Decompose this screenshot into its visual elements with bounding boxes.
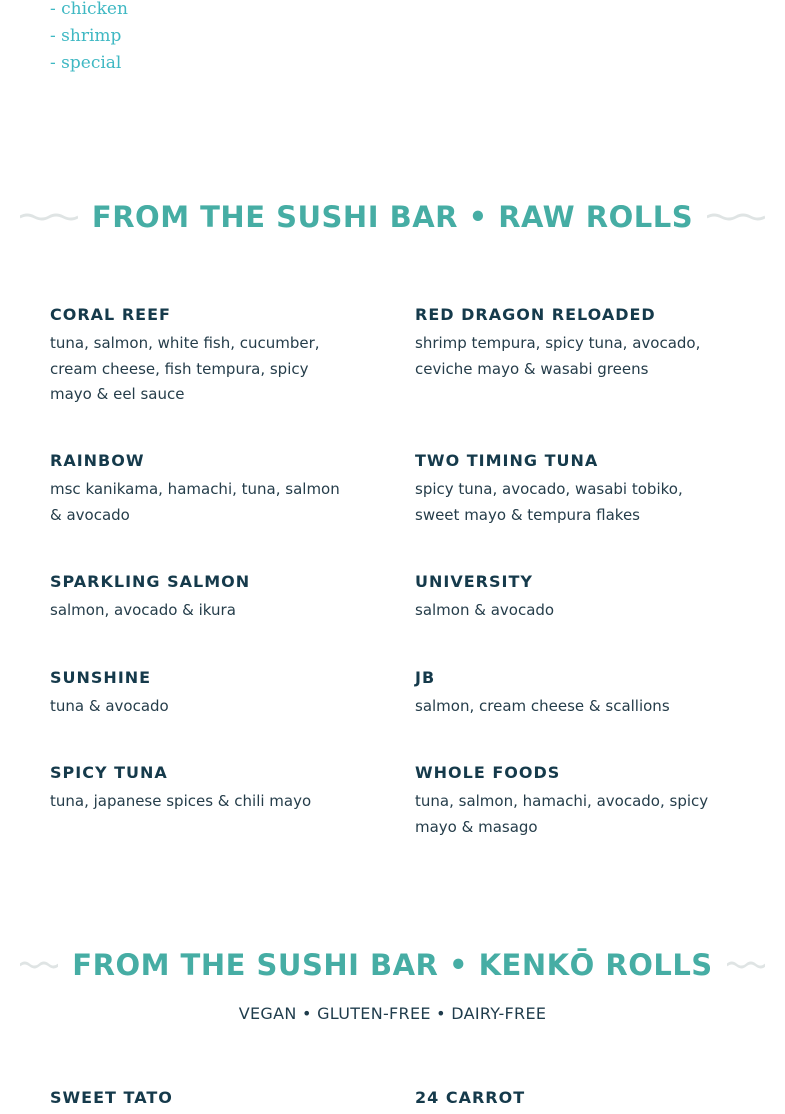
section-title: FROM THE SUSHI BAR • KENKŌ ROLLS <box>72 948 713 982</box>
menu-item-university <box>415 572 720 624</box>
raw-rolls-heading <box>20 200 765 234</box>
menu-item-whole-foods <box>415 763 720 840</box>
menu-item-sunshine <box>50 668 355 720</box>
item-description: salmon, cream cheese & scallions <box>415 697 670 715</box>
dietary-subtitle: VEGAN • GLUTEN-FREE • DAIRY-FREE <box>238 1004 547 1023</box>
option-item: - chicken <box>50 0 128 19</box>
item-description: tuna, salmon, hamachi, avocado, spicy mayo & masago <box>415 792 709 836</box>
item-name: RED DRAGON RELOADED <box>415 305 656 324</box>
item-name: SPICY TUNA <box>50 763 168 782</box>
menu-item-rainbow <box>50 451 355 528</box>
squiggle-divider-right <box>727 959 765 971</box>
item-name: WHOLE FOODS <box>415 763 561 782</box>
item-name: JB <box>415 668 436 687</box>
item-name: SWEET TATO <box>50 1088 173 1107</box>
squiggle-divider-left <box>20 211 78 223</box>
option-item: - shrimp <box>50 26 122 46</box>
menu-item-two-timing-tuna <box>415 451 720 528</box>
item-description: salmon & avocado <box>415 601 555 619</box>
menu-item-24-carrot <box>415 1088 720 1114</box>
item-description: salmon, avocado & ikura <box>50 601 236 619</box>
menu-item-red-dragon-reloaded <box>415 305 720 382</box>
item-name: SUNSHINE <box>50 668 152 687</box>
item-name: TWO TIMING TUNA <box>415 451 599 470</box>
item-name: SPARKLING SALMON <box>50 572 251 591</box>
item-description: tuna & avocado <box>50 697 169 715</box>
kenko-rolls-heading <box>20 948 765 982</box>
section-title: FROM THE SUSHI BAR • RAW ROLLS <box>91 200 694 234</box>
item-description: msc kanikama, hamachi, tuna, salmon & avocado <box>50 480 340 524</box>
protein-options-list <box>50 0 128 77</box>
item-description: tuna, salmon, white fish, cucumber, cream cheese, fish tempura, spicy mayo & eel sauce <box>50 334 320 403</box>
item-description: spicy tuna, avocado, wasabi tobiko, sweet mayo & tempura flakes <box>415 480 683 524</box>
menu-item-sparkling-salmon <box>50 572 355 624</box>
item-description: tuna, japanese spices & chili mayo <box>50 792 312 810</box>
squiggle-divider-left <box>20 959 58 971</box>
item-name: 24 CARROT <box>415 1088 526 1107</box>
menu-item-spicy-tuna <box>50 763 355 815</box>
item-description: shrimp tempura, spicy tuna, avocado, ceviche mayo & wasabi greens <box>415 334 701 378</box>
item-name: RAINBOW <box>50 451 145 470</box>
menu-item-coral-reef <box>50 305 355 408</box>
item-name: CORAL REEF <box>50 305 171 324</box>
menu-item-sweet-tato <box>50 1088 355 1114</box>
squiggle-divider-right <box>707 211 765 223</box>
menu-item-jb <box>415 668 720 720</box>
item-name: UNIVERSITY <box>415 572 533 591</box>
option-item: - special <box>50 53 122 73</box>
